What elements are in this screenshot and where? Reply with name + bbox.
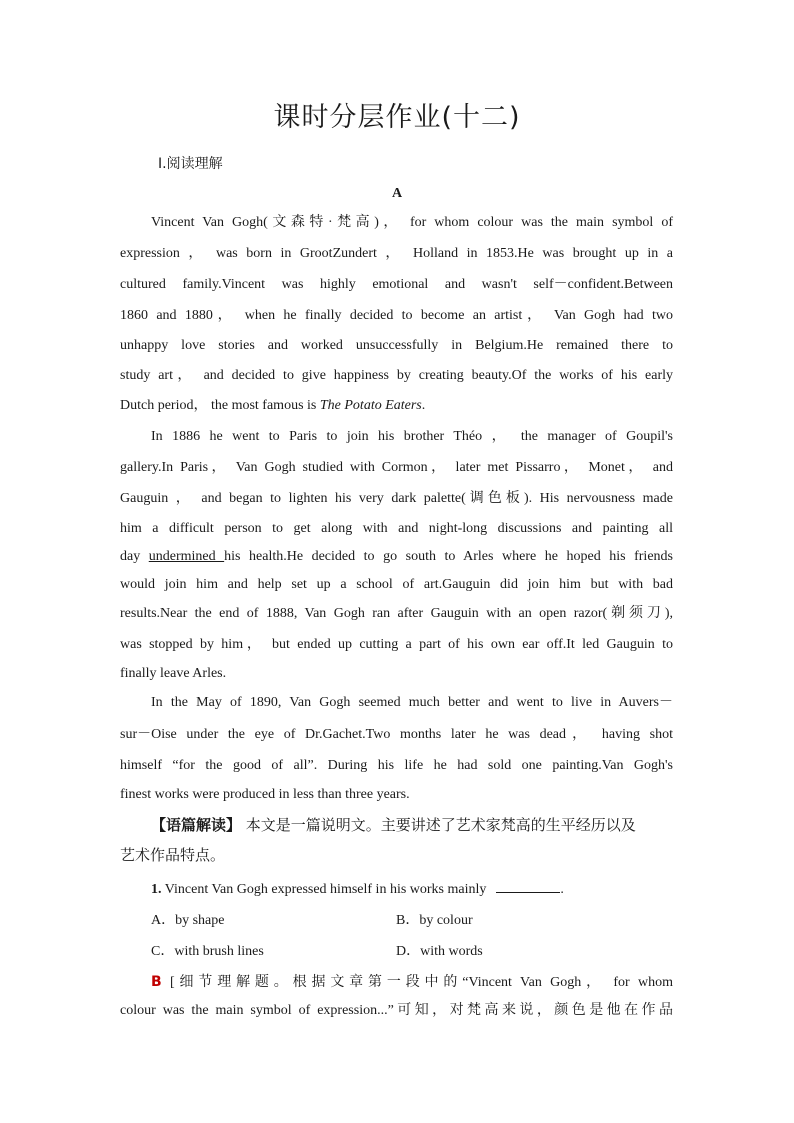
para1-line-1: Vincent Van Gogh(文森特·梵高)， for whom colour was the main symbol of [151, 215, 673, 230]
page-title: 课时分层作业(十二) [273, 102, 521, 133]
para1-line-2: expression ， was born in GrootZundert ， Holland in 1853.He was brought up in a [120, 246, 673, 261]
para3-line-1: In the May of 1890, Van Gogh seemed much better and went to live in Auvers－ [151, 695, 673, 710]
answer-blank [496, 878, 560, 893]
question-1: 1. Vincent Van Gogh expressed himself in his works mainly . [151, 878, 564, 898]
para3-line-2: sur－Oise under the eye of Dr.Gachet.Two months later he was dead， having shot [120, 727, 673, 742]
answer-key: B [151, 974, 162, 990]
option-a: A．by shape [151, 913, 225, 928]
para2-line-6: would join him and help set up a school of art.Gauguin did join him but with bad [120, 577, 673, 592]
answer-line-1: B [细节理解题。根据文章第一段中的“Vincent Van Gogh， for whom [151, 974, 673, 990]
underlined-word: undermined [148, 549, 225, 564]
analysis-label: 【语篇解读】 [151, 816, 242, 834]
para2-line-4: him a difficult person to get along with and night-long discussions and painting all [120, 521, 673, 536]
para2-line-5: day undermined his health.He decided to go south to Arles where he hoped his friends [120, 549, 673, 564]
passage-label: A [391, 186, 403, 201]
analysis-line-2: 艺术作品特点。 [120, 846, 226, 864]
para2-line-8: was stopped by him， but ended up cutting a part of his own ear off.It led Gauguin to [120, 637, 673, 652]
option-b: B．by colour [396, 913, 473, 928]
para3-line-4: finest works were produced in less than three years. [120, 787, 410, 802]
analysis-line-1: 【语篇解读】 本文是一篇说明文。主要讲述了艺术家梵高的生平经历以及 [151, 816, 636, 834]
section-heading: Ⅰ.阅读理解 [158, 156, 223, 172]
para3-line-3: himself “for the good of all”. During his life he had sold one painting.Van Gogh's [120, 758, 673, 773]
painting-title: The Potato Eaters [319, 398, 422, 413]
para2-line-3: Gauguin ， and began to lighten his very dark palette(调色板). His nervousness made [120, 491, 673, 506]
para2-line-7: results.Near the end of 1888, Van Gogh ran after Gauguin with an open razor(剃须刀), [120, 606, 673, 621]
option-d: D．with words [396, 944, 483, 959]
para1-line-5: unhappy love stories and worked unsuccessfully in Belgium.He remained there to [120, 338, 673, 353]
para2-line-1: In 1886 he went to Paris to join his brother Théo ， the manager of Goupil's [151, 429, 673, 444]
para1-line-7: Dutch period， the most famous is The Potato Eaters. [120, 398, 426, 413]
para1-line-6: study art， and decided to give happiness by creating beauty.Of the works of his early [120, 368, 673, 383]
para1-line-4: 1860 and 1880， when he finally decided to become an artist， Van Gogh had two [120, 308, 673, 323]
option-c: C．with brush lines [151, 944, 264, 959]
para2-line-2: gallery.In Paris， Van Gogh studied with Cormon， later met Pissarro， Monet， and [120, 460, 673, 475]
para2-line-9: finally leave Arles. [120, 666, 227, 681]
answer-line-2: colour was the main symbol of expression...”可知，对梵高来说，颜色是他在作品 [120, 1003, 673, 1018]
para1-line-3: cultured family.Vincent was highly emotional and wasn't self－confident.Between [120, 277, 673, 292]
